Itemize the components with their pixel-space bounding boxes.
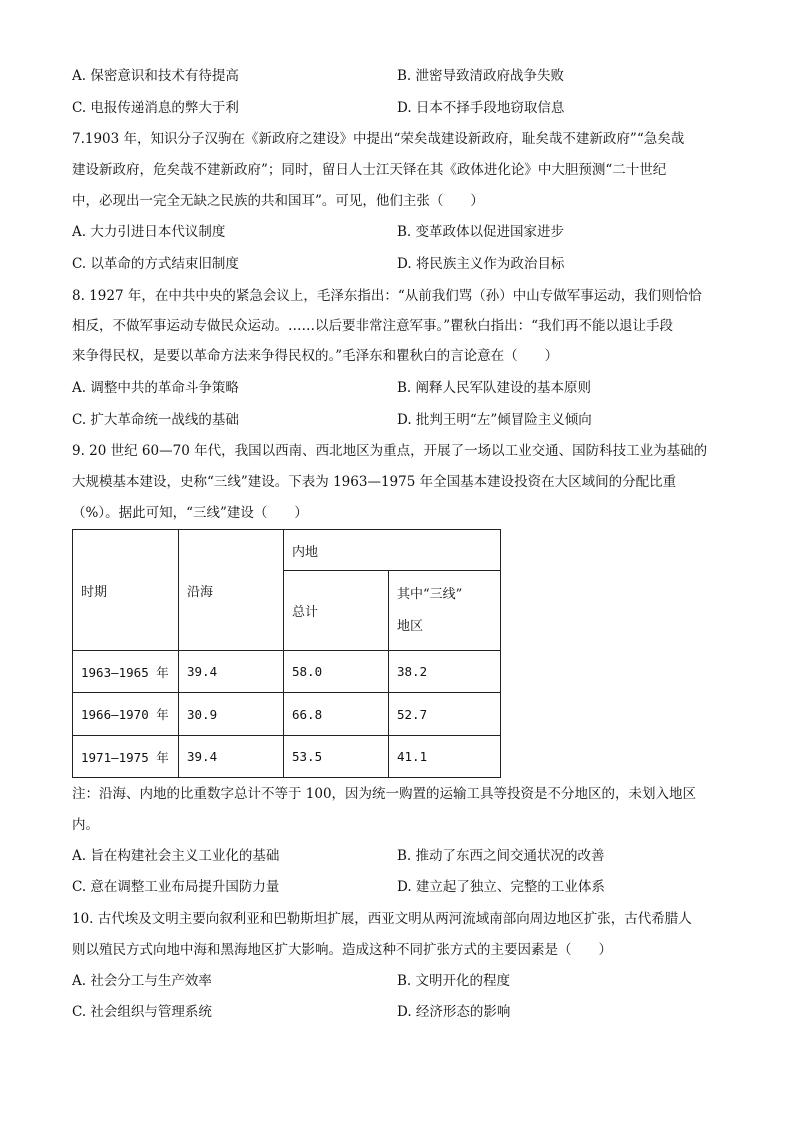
cell-third-line: 52.7 xyxy=(389,693,501,736)
q8-stem-line-2: 相反，不做军事运动专做民众运动。……以后要非常注意军事。”瞿秋白指出：“我们再不能以退让手段 xyxy=(72,318,674,334)
cell-third-line: 38.2 xyxy=(389,651,501,693)
q6-option-b: B. 泄密导致清政府战争失败 xyxy=(397,68,565,84)
q7-stem-line-3: 中，必现出一完全无缺之民族的共和国耳”。可见，他们主张（ ） xyxy=(72,193,484,209)
cell-total: 66.8 xyxy=(284,693,389,736)
q8-stem-line-1: 8. 1927 年，在中共中央的紧急会议上，毛泽东指出：“从前我们骂（孙）中山专做军事运动，我们则恰恰 xyxy=(72,288,702,304)
q7-option-a: A. 大力引进日本代议制度 xyxy=(72,224,226,240)
q9-option-a: A. 旨在构建社会主义工业化的基础 xyxy=(72,848,280,864)
q8-option-d: D. 批判王明“左”倾冒险主义倾向 xyxy=(397,412,592,428)
q9-note-line-1: 注：沿海、内地的比重数字总计不等于 100，因为统一购置的运输工具等投资是不分地区的，未划入地区 xyxy=(72,786,697,802)
header-third-line xyxy=(389,571,501,651)
header-coastal: 沿海 xyxy=(179,530,284,651)
cell-period: 1971—1975 年 xyxy=(73,736,179,778)
cell-total: 58.0 xyxy=(284,651,389,693)
q7-stem-line-2: 建设新政府，危矣哉不建新政府”；同时，留日人士江天铎在其《政体进化论》中大胆预测“二十世纪 xyxy=(72,162,667,178)
q10-option-d: D. 经济形态的影响 xyxy=(397,1004,511,1020)
q9-note-line-2: 内。 xyxy=(72,817,99,833)
header-total: 总计 xyxy=(284,571,389,651)
q9-option-b: B. 推动了东西之间交通状况的改善 xyxy=(397,848,605,864)
q9-stem-line-1: 9. 20 世纪 60—70 年代，我国以西南、西北地区为重点，开展了一场以工业交通、国防科技工业为基础的 xyxy=(72,443,708,459)
q7-option-b: B. 变革政体以促进国家进步 xyxy=(397,224,565,240)
q7-stem-line-1: 7.1903 年，知识分子汉驹在《新政府之建设》中提出“荣矣哉建设新政府，耻矣哉不建新政府”“急矣哉 xyxy=(72,131,685,147)
q10-option-b: B. 文明开化的程度 xyxy=(397,973,511,989)
q9-stem-line-2: 大规模基本建设，史称“三线”建设。下表为 1963—1975 年全国基本建设投资在大区域间的分配比重 xyxy=(72,474,677,490)
q8-stem-line-3: 来争得民权，是要以革命方法来争得民权的。”毛泽东和瞿秋白的言论意在（ ） xyxy=(72,348,559,364)
investment-table xyxy=(72,529,501,778)
q9-option-c: C. 意在调整工业布局提升国防力量 xyxy=(72,879,280,895)
q8-option-a: A. 调整中共的革命斗争策略 xyxy=(72,380,239,396)
q6-option-c: C. 电报传递消息的弊大于利 xyxy=(72,100,239,116)
q10-option-a: A. 社会分工与生产效率 xyxy=(72,973,212,989)
cell-coastal: 39.4 xyxy=(179,736,284,778)
cell-third-line: 41.1 xyxy=(389,736,501,778)
table-row xyxy=(73,693,501,736)
q8-option-b: B. 阐释人民军队建设的基本原则 xyxy=(397,380,592,396)
q10-stem-line-1: 10. 古代埃及文明主要向叙利亚和巴勒斯坦扩展，西亚文明从两河流域南部向周边地区扩张，古代希腊人 xyxy=(72,911,692,927)
q9-option-d: D. 建立起了独立、完整的工业体系 xyxy=(397,879,605,895)
q10-stem-line-2: 则以殖民方式向地中海和黑海地区扩大影响。造成这种不同扩张方式的主要因素是（ ） xyxy=(72,942,612,958)
cell-period: 1966—1970 年 xyxy=(73,693,179,736)
cell-coastal: 39.4 xyxy=(179,651,284,693)
cell-period: 1963—1965 年 xyxy=(73,651,179,693)
q6-option-d: D. 日本不择手段地窃取信息 xyxy=(397,100,565,116)
cell-total: 53.5 xyxy=(284,736,389,778)
table-row xyxy=(73,651,501,693)
q6-option-a: A. 保密意识和技术有待提高 xyxy=(72,68,239,84)
q9-stem-line-3: （%）。据此可知，“三线”建设（ ） xyxy=(72,505,308,521)
header-third-line-2: 地区 xyxy=(397,618,424,634)
q8-option-c: C. 扩大革命统一战线的基础 xyxy=(72,412,239,428)
header-third-line-1: 其中“三线” xyxy=(397,586,463,602)
q10-option-c: C. 社会组织与管理系统 xyxy=(72,1004,212,1020)
q7-option-d: D. 将民族主义作为政治目标 xyxy=(397,256,565,272)
table-row xyxy=(73,736,501,778)
header-inland: 内地 xyxy=(284,530,501,571)
header-period: 时期 xyxy=(73,530,179,651)
q7-option-c: C. 以革命的方式结束旧制度 xyxy=(72,256,239,272)
cell-coastal: 30.9 xyxy=(179,693,284,736)
